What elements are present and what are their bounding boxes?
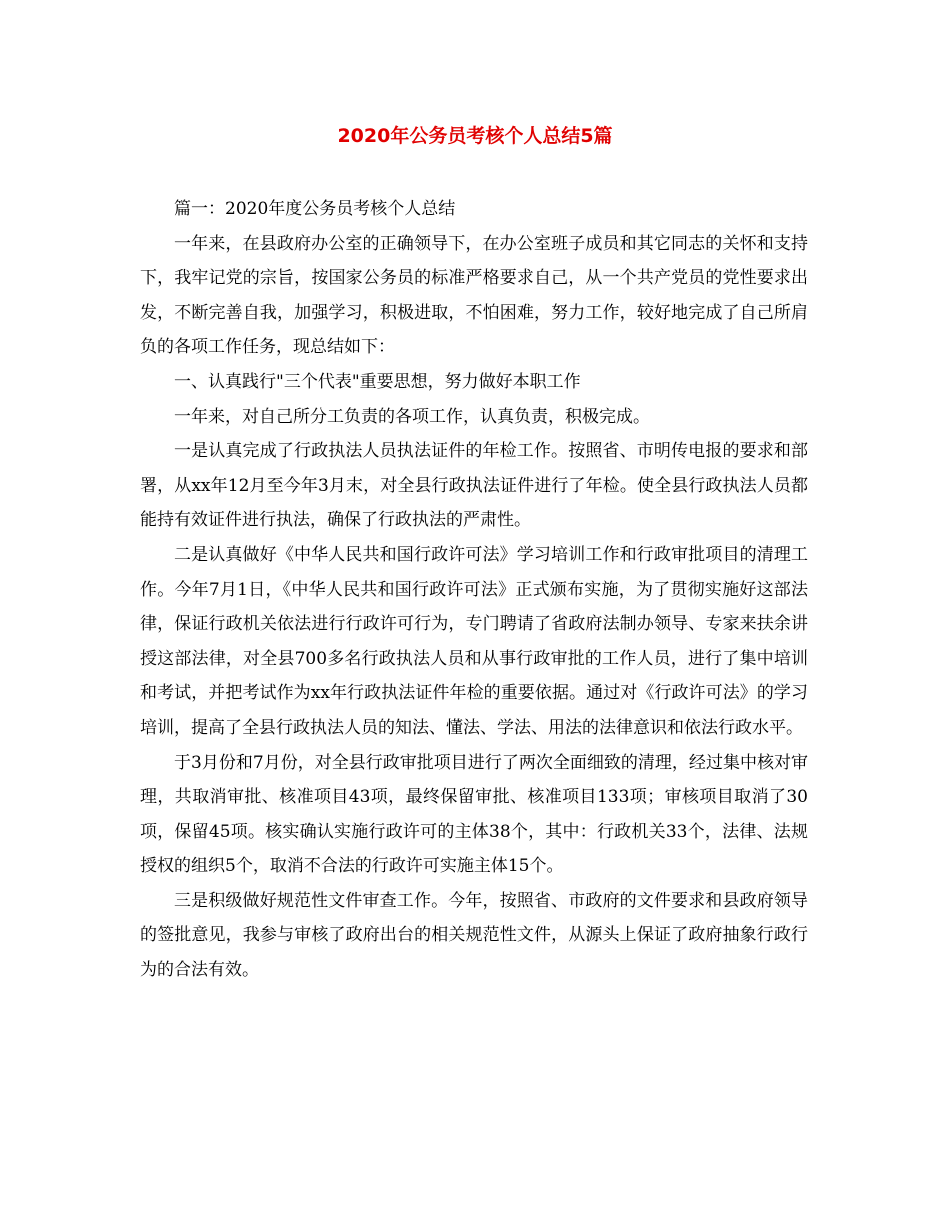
section-heading: 篇一：2020年度公务员考核个人总结	[174, 199, 456, 219]
body-paragraph: 于3月份和7月份，对全县行政审批项目进行了两次全面细致的清理，经过集中核对审理，共取消审批、核准项目43项，最终保留审批、核准项目133项；审核项目取消了30项，保留45项。核实确认实施行政许可的主体38个，其中：行政机关33个，法律、法规授权的组织5个，取消不合法的行政许可实施主体15个。	[140, 752, 808, 877]
body-paragraph: 一年来，在县政府办公室的正确领导下，在办公室班子成员和其它同志的关怀和支持下，我牢记党的宗旨，按国家公务员的标准严格要求自己，从一个共产党员的党性要求出发，不断完善自我，加强学习，积极进取，不怕困难，努力工作，较好地完成了自己所肩负的各项工作任务，现总结如下：	[140, 233, 808, 358]
document-body	[140, 192, 808, 988]
body-paragraph: 二是认真做好《中华人民共和国行政许可法》学习培训工作和行政审批项目的清理工作。今年7月1日，《中华人民共和国行政许可法》正式颁布实施，为了贯彻实施好这部法律，保证行政机关依法进行行政许可行为，专门聘请了省政府法制办领导、专家来扶余讲授这部法律，对全县700多名行政执法人员和从事行政审批的工作人员，进行了集中培训和考试，并把考试作为xx年行政执法证件年检的重要依据。通过对《行政许可法》的学习培训，提高了全县行政执法人员的知法、懂法、学法、用法的法律意识和依法行政水平。	[140, 544, 808, 738]
body-paragraph: 一年来，对自己所分工负责的各项工作，认真负责，积极完成。	[174, 406, 650, 427]
body-paragraph: 一是认真完成了行政执法人员执法证件的年检工作。按照省、市明传电报的要求和部署，从xx年12月至今年3月末，对全县行政执法证件进行了年检。使全县行政执法人员都能持有效证件进行执法，确保了行政执法的严肃性。	[140, 441, 808, 531]
body-paragraph: 三是积级做好规范性文件审查工作。今年，按照省、市政府的文件要求和县政府领导的签批意见，我参与审核了政府出台的相关规范性文件，从源头上保证了政府抽象行政行为的合法有效。	[140, 890, 808, 981]
section-heading: 一、认真践行"三个代表"重要思想，努力做好本职工作	[174, 371, 581, 392]
document-title: 2020年公务员考核个人总结5篇	[337, 125, 613, 147]
